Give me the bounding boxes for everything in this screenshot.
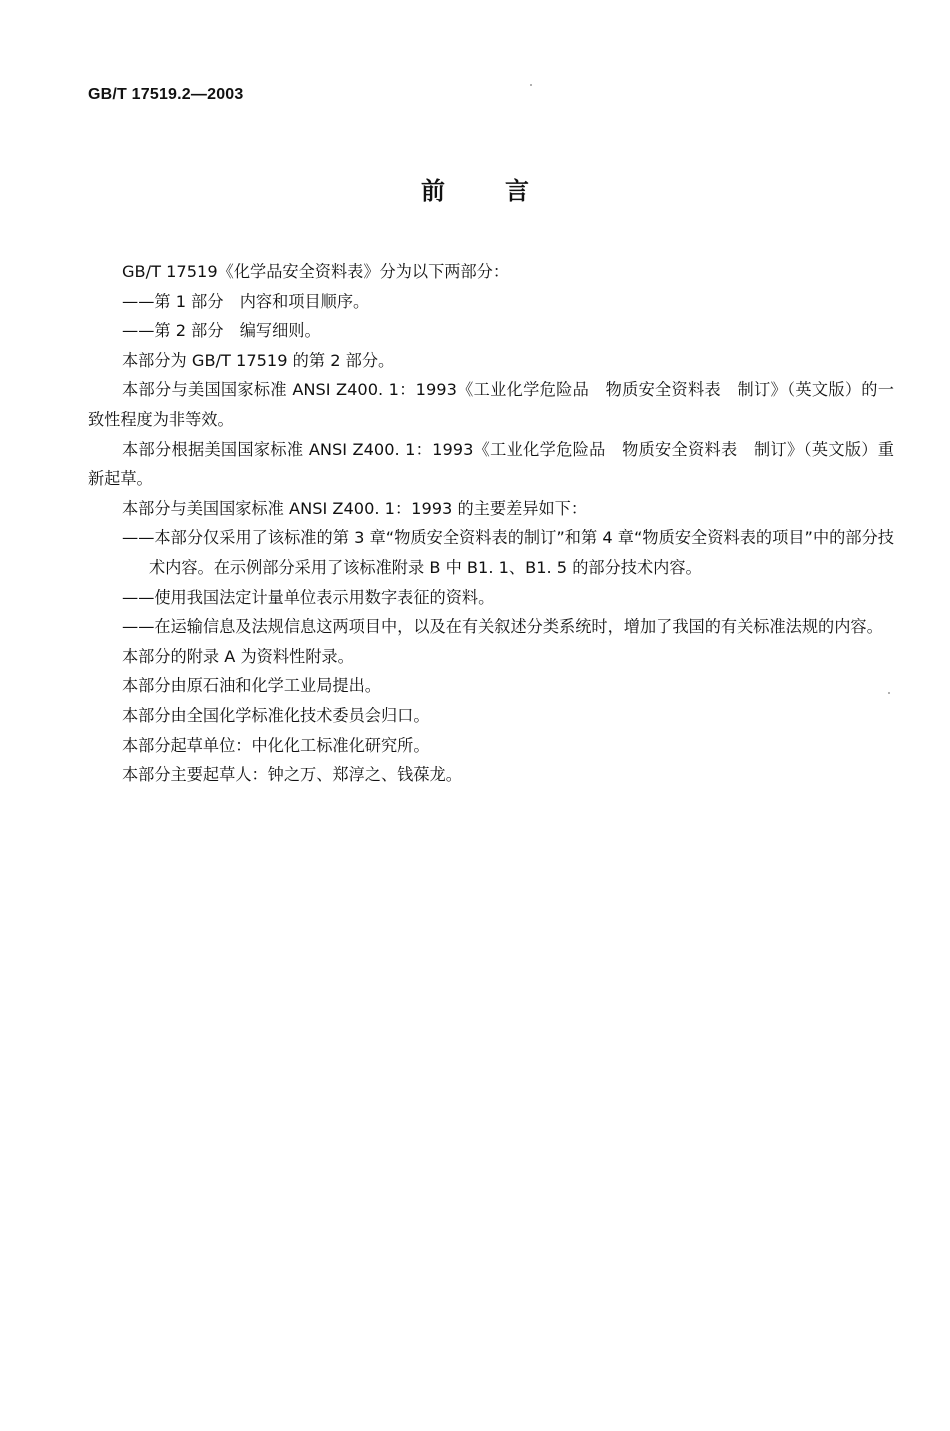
paragraph-proposer: 本部分由原石油和化学工业局提出。 <box>122 676 381 696</box>
document-code: GB/T 17519.2—2003 <box>88 86 244 103</box>
list-item-difference-1: ——本部分仅采用了该标准的第 3 章“物质安全资料表的制订”和第 4 章“物质安全资料表的项目”中的部分技术内容。在示例部分采用了该标准附录 B 中 B1. 1、B1. 5 的部分技术内容。 <box>122 528 894 577</box>
paragraph-differences-intro: 本部分与美国国家标准 ANSI Z400. 1：1993 的主要差异如下： <box>122 498 588 518</box>
paragraph-drafters: 本部分主要起草人：钟之万、郑淳之、钱葆龙。 <box>122 765 462 785</box>
page-title <box>0 176 950 206</box>
list-item-difference-2: ——使用我国法定计量单位表示用数字表征的资料。 <box>122 587 495 607</box>
paragraph-drafting-unit: 本部分起草单位：中化化工标准化研究所。 <box>122 735 430 755</box>
paragraph-appendix: 本部分的附录 A 为资料性附录。 <box>122 646 354 666</box>
paragraph-committee: 本部分由全国化学标准化技术委员会归口。 <box>122 705 430 725</box>
foreword-body <box>88 257 894 790</box>
scan-speck <box>530 84 532 86</box>
paragraph-part-statement: 本部分为 GB/T 17519 的第 2 部分。 <box>122 350 395 370</box>
title-char-1: 前 <box>421 177 445 205</box>
paragraph-consistency: 本部分与美国国家标准 ANSI Z400. 1：1993《工业化学危险品 物质安全资料表 制订》（英文版）的一致性程度为非等效。 <box>88 380 894 429</box>
paragraph-intro: GB/T 17519《化学品安全资料表》分为以下两部分： <box>122 262 510 281</box>
list-item-difference-3: ——在运输信息及法规信息这两项目中，以及在有关叙述分类系统时，增加了我国的有关标准法规的内容。 <box>122 617 883 637</box>
paragraph-redrafted: 本部分根据美国国家标准 ANSI Z400. 1：1993《工业化学危险品 物质安全资料表 制订》（英文版）重新起草。 <box>88 439 894 489</box>
scan-speck <box>888 692 890 694</box>
list-item-part1: ——第 1 部分 内容和项目顺序。 <box>122 291 370 311</box>
list-item-part2: ——第 2 部分 编写细则。 <box>122 321 321 341</box>
title-char-2: 言 <box>505 177 529 205</box>
